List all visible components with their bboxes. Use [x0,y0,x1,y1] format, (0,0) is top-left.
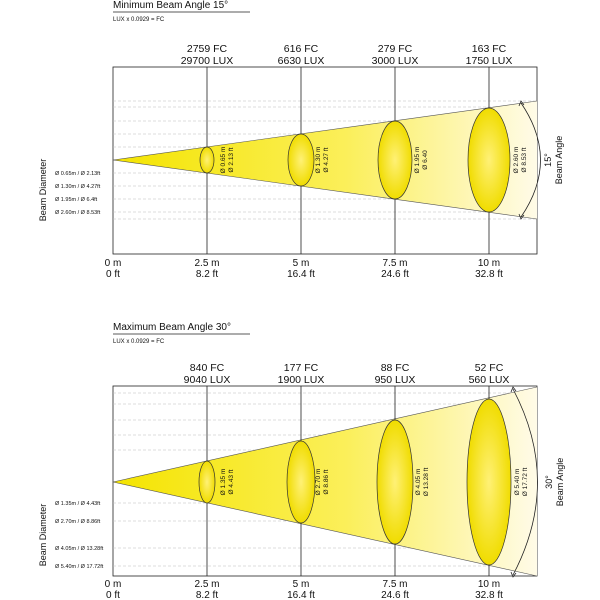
legend-item: Ø 4.05m / Ø 13.28ft [55,546,104,552]
panel-min-beam [38,0,564,280]
beam-angle-label: Beam Angle [555,457,565,507]
fc-reading: 840 FC [189,362,225,374]
diameter-ft: Ø 4.27 ft [323,147,330,173]
beam-angle-value: 15° [543,153,553,167]
lux-reading: 9040 LUX [183,374,231,386]
beam-spot [468,108,510,212]
distance-ft: 24.6 ft [381,590,409,600]
fc-reading: 177 FC [283,362,319,374]
beam-spot [467,399,511,565]
beam-spot [199,461,215,503]
lux-reading: 950 LUX [374,374,416,386]
fc-reading: 163 FC [471,43,507,55]
fc-reading: 88 FC [380,362,410,374]
lux-reading: 3000 LUX [371,55,419,67]
diameter-ft: Ø 17.72 ft [522,467,529,497]
beam-spot [288,134,314,186]
diameter-legend [55,501,104,570]
light-readings [184,362,510,386]
diameter-ft: Ø 2.13 ft [228,147,235,173]
legend-item: Ø 1.35m / Ø 4.43ft [55,501,101,507]
lux-reading: 29700 LUX [180,55,234,67]
diameter-ft: Ø 8.53 ft [521,147,528,173]
diameter-m: Ø 5.40 m [514,468,521,496]
panel-max-beam [38,322,565,600]
diameter-m: Ø 2.60 m [513,146,520,174]
legend-item: Ø 5.40m / Ø 17.72ft [55,564,104,570]
fc-reading: 616 FC [283,43,319,55]
light-readings [181,43,513,67]
distance-axis [105,258,503,280]
distance-ft: 32.8 ft [475,269,503,280]
distance-m: 0 m [104,258,122,269]
lux-reading: 560 LUX [468,374,510,386]
beam-spot [378,121,412,199]
distance-m: 7.5 m [382,258,408,269]
beam-spot [377,420,413,544]
conversion-note: LUX x 0.0929 = FC [113,17,165,23]
legend-item: Ø 1.95m / Ø 6.4ft [55,197,98,203]
beam-angle-value: 30° [544,475,554,489]
fc-reading: 52 FC [474,362,504,374]
panel-title: Maximum Beam Angle 30° [113,322,231,333]
lux-reading: 1900 LUX [277,374,325,386]
beam-spot [287,441,315,523]
distance-ft: 0 ft [106,590,120,600]
diameter-ft: Ø 4.43 ft [228,469,235,495]
legend-item: Ø 2.60m / Ø 8.53ft [55,210,101,216]
diameter-m: Ø 2.70 m [315,468,322,496]
distance-ft: 16.4 ft [287,590,315,600]
lux-reading: 6630 LUX [277,55,325,67]
distance-m: 5 m [292,258,310,269]
diameter-m: Ø 1.95 m [414,146,421,174]
beam-diameter-label: Beam Diameter [38,158,48,222]
diameter-ft: Ø 13.28 ft [423,467,430,497]
distance-m: 7.5 m [382,579,408,590]
diameter-ft: Ø 6.40 [422,150,429,170]
diameter-m: Ø 1.35 m [220,468,227,496]
panel-title: Minimum Beam Angle 15° [113,0,229,11]
fc-reading: 279 FC [377,43,413,55]
beam-diameter-label: Beam Diameter [38,503,48,567]
distance-m: 10 m [477,258,501,269]
distance-ft: 32.8 ft [475,590,503,600]
diameter-m: Ø 4.05 m [415,468,422,496]
fc-reading: 2759 FC [186,43,228,55]
diameter-m: Ø 1.30 m [315,146,322,174]
beam-angle-label: Beam Angle [554,135,564,185]
distance-ft: 8.2 ft [195,269,219,280]
legend-item: Ø 1.30m / Ø 4.27ft [55,184,101,190]
conversion-note: LUX x 0.0929 = FC [113,339,165,345]
legend-item: Ø 0.65m / Ø 2.13ft [55,171,101,177]
diameter-ft: Ø 8.86 ft [323,469,330,495]
distance-m: 2.5 m [194,579,220,590]
distance-m: 10 m [477,579,501,590]
distance-m: 5 m [292,579,310,590]
distance-m: 2.5 m [194,258,220,269]
beam-spot [200,147,214,173]
distance-ft: 24.6 ft [381,269,409,280]
distance-axis [105,579,503,600]
legend-item: Ø 2.70m / Ø 8.86ft [55,519,101,525]
distance-m: 0 m [104,579,122,590]
distance-ft: 8.2 ft [195,590,219,600]
distance-ft: 16.4 ft [287,269,315,280]
diameter-legend [55,171,101,216]
diameter-m: Ø 0.65 m [220,146,227,174]
distance-ft: 0 ft [106,269,120,280]
lux-reading: 1750 LUX [465,55,513,67]
